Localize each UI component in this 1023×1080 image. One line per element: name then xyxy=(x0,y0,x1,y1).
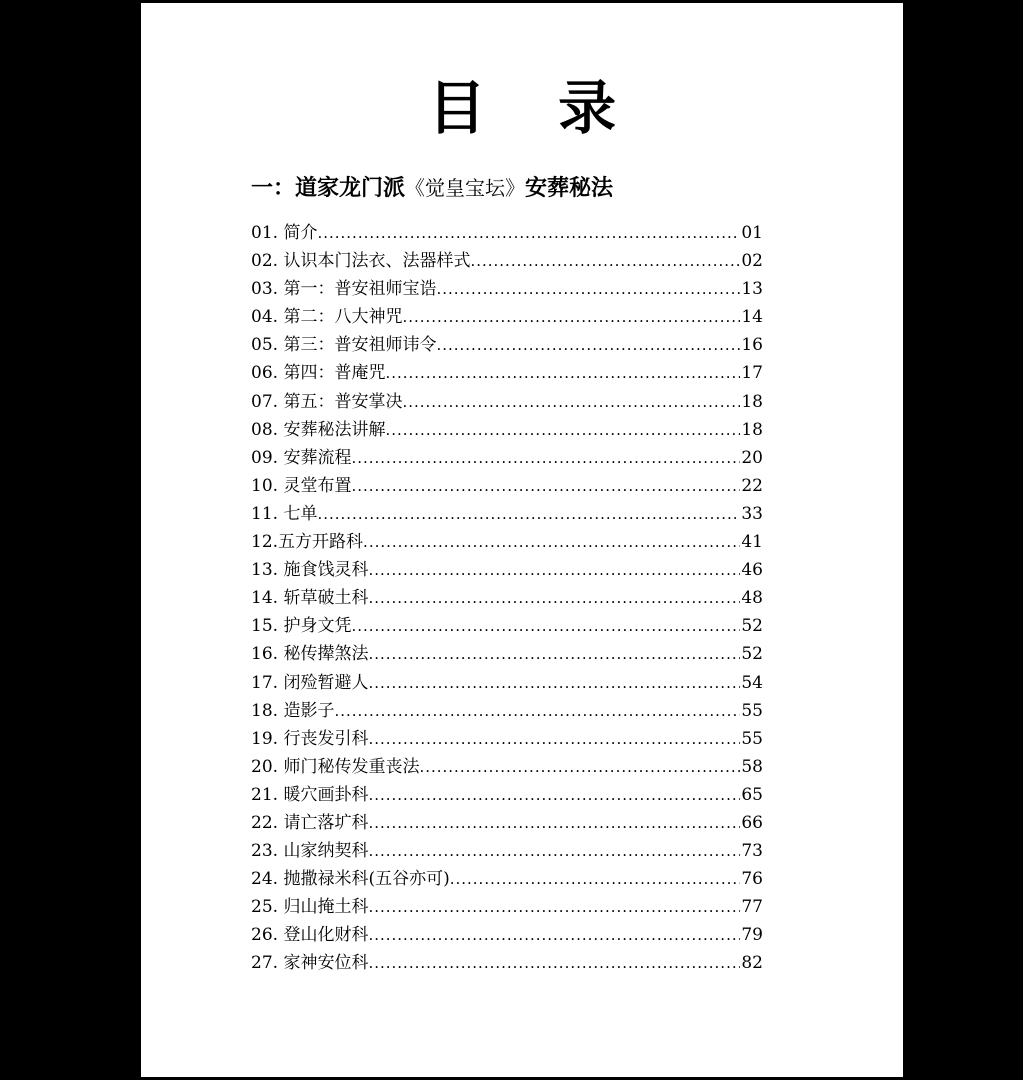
toc-entry-label: 06. 第四：普庵咒 xyxy=(251,363,386,384)
toc-dot-leader xyxy=(368,640,740,668)
toc-entry xyxy=(251,949,763,977)
toc-entry-label: 23. 山家纳契科 xyxy=(251,841,369,862)
toc-entry-page-number: 22 xyxy=(741,475,763,496)
toc-entry-page-number: 52 xyxy=(741,616,763,637)
toc-entry-page-number: 16 xyxy=(741,335,763,356)
toc-entry-label: 27. 家神安位科 xyxy=(251,953,369,974)
toc-entry xyxy=(251,331,763,359)
toc-entry-label: 24. 抛撒禄米科(五谷亦可) xyxy=(251,869,450,890)
toc-entry xyxy=(251,893,763,921)
toc-dot-leader xyxy=(368,893,740,921)
toc-entry xyxy=(251,472,763,500)
table-of-contents xyxy=(251,219,763,978)
toc-entry xyxy=(251,837,763,865)
toc-entry-label: 13. 施食饯灵科 xyxy=(251,560,369,581)
toc-entry xyxy=(251,275,763,303)
toc-entry-label: 09. 安葬流程 xyxy=(251,447,352,468)
toc-entry xyxy=(251,247,763,275)
toc-dot-leader xyxy=(368,949,740,977)
document-page xyxy=(141,3,903,1077)
toc-entry xyxy=(251,865,763,893)
toc-entry-label: 03. 第一：普安祖师宝诰 xyxy=(251,279,437,300)
toc-entry-page-number: 52 xyxy=(741,644,763,665)
section-heading-prefix: 一：道家龙门派 xyxy=(251,175,406,201)
toc-entry xyxy=(251,416,763,444)
toc-dot-leader xyxy=(402,303,740,331)
toc-entry xyxy=(251,359,763,387)
toc-dot-leader xyxy=(351,444,740,472)
toc-entry-label: 20. 师门秘传发重丧法 xyxy=(251,756,420,777)
toc-entry-label: 18. 造影子 xyxy=(251,700,335,721)
toc-entry xyxy=(251,584,763,612)
toc-entry-label: 07. 第五：普安掌决 xyxy=(251,391,403,412)
toc-entry-label: 16. 秘传撵煞法 xyxy=(251,644,369,665)
toc-entry-label: 04. 第二：八大神咒 xyxy=(251,307,403,328)
toc-entry-page-number: 48 xyxy=(741,588,763,609)
toc-entry-label: 21. 暖穴画卦科 xyxy=(251,784,369,805)
toc-entry xyxy=(251,388,763,416)
section-heading xyxy=(251,171,613,205)
toc-dot-leader xyxy=(402,388,740,416)
toc-entry xyxy=(251,556,763,584)
toc-entry-page-number: 55 xyxy=(741,728,763,749)
toc-entry xyxy=(251,500,763,528)
toc-entry xyxy=(251,612,763,640)
toc-entry xyxy=(251,303,763,331)
toc-dot-leader xyxy=(385,416,740,444)
toc-entry-label: 05. 第三：普安祖师讳令 xyxy=(251,335,437,356)
toc-entry xyxy=(251,753,763,781)
toc-entry-label: 12.五方开路科 xyxy=(251,532,364,553)
toc-entry-label: 19. 行丧发引科 xyxy=(251,728,369,749)
toc-entry-page-number: 58 xyxy=(741,756,763,777)
section-heading-suffix: 安葬秘法 xyxy=(525,175,614,201)
toc-entry-page-number: 65 xyxy=(741,784,763,805)
toc-entry-label: 17. 闭殓暂避人 xyxy=(251,672,369,693)
toc-dot-leader xyxy=(470,247,740,275)
toc-entry xyxy=(251,921,763,949)
toc-dot-leader xyxy=(385,359,740,387)
toc-dot-leader xyxy=(317,500,740,528)
toc-entry-page-number: 82 xyxy=(741,953,763,974)
toc-dot-leader xyxy=(351,612,740,640)
toc-entry-label: 14. 斩草破土科 xyxy=(251,588,369,609)
toc-entry xyxy=(251,669,763,697)
toc-entry xyxy=(251,219,763,247)
toc-dot-leader xyxy=(334,697,740,725)
toc-entry xyxy=(251,640,763,668)
toc-entry-label: 15. 护身文凭 xyxy=(251,616,352,637)
toc-dot-leader xyxy=(368,921,740,949)
toc-entry-page-number: 66 xyxy=(741,812,763,833)
toc-dot-leader xyxy=(351,472,740,500)
section-heading-book: 《觉皇宝坛》 xyxy=(405,176,526,200)
toc-entry-page-number: 14 xyxy=(741,307,763,328)
toc-entry-page-number: 13 xyxy=(741,279,763,300)
toc-entry-label: 25. 归山掩土科 xyxy=(251,897,369,918)
toc-dot-leader xyxy=(368,669,740,697)
toc-entry-page-number: 41 xyxy=(741,532,763,553)
page-title: 目 录 xyxy=(427,74,643,142)
toc-entry-label: 02. 认识本门法衣、法器样式 xyxy=(251,251,471,272)
toc-entry-page-number: 54 xyxy=(741,672,763,693)
toc-dot-leader xyxy=(363,528,740,556)
toc-entry-label: 01. 简介 xyxy=(251,223,318,243)
toc-dot-leader xyxy=(450,865,741,893)
toc-entry-label: 10. 灵堂布置 xyxy=(251,475,352,496)
toc-dot-leader xyxy=(368,781,740,809)
toc-entry-page-number: 55 xyxy=(741,700,763,721)
toc-entry xyxy=(251,781,763,809)
toc-dot-leader xyxy=(368,809,740,837)
toc-dot-leader xyxy=(436,275,740,303)
toc-dot-leader xyxy=(368,725,740,753)
toc-entry xyxy=(251,697,763,725)
toc-dot-leader xyxy=(368,584,740,612)
toc-entry-page-number: 20 xyxy=(741,447,763,468)
toc-dot-leader xyxy=(436,331,740,359)
toc-entry xyxy=(251,528,763,556)
toc-entry-page-number: 77 xyxy=(741,897,763,918)
toc-entry-page-number: 17 xyxy=(741,363,763,384)
toc-dot-leader xyxy=(317,219,740,247)
toc-entry-label: 22. 请亡落圹科 xyxy=(251,812,369,833)
toc-entry-page-number: 18 xyxy=(741,419,763,440)
toc-entry-page-number: 73 xyxy=(741,841,763,862)
toc-entry-page-number: 79 xyxy=(741,925,763,946)
toc-entry-label: 26. 登山化财科 xyxy=(251,925,369,946)
toc-entry-page-number: 18 xyxy=(741,391,763,412)
toc-entry-page-number: 46 xyxy=(741,560,763,581)
toc-dot-leader xyxy=(419,753,740,781)
toc-entry-label: 08. 安葬秘法讲解 xyxy=(251,419,386,440)
toc-entry-page-number: 33 xyxy=(741,503,763,524)
toc-dot-leader xyxy=(368,556,740,584)
toc-entry xyxy=(251,444,763,472)
toc-entry-page-number: 02 xyxy=(741,251,763,272)
toc-entry xyxy=(251,725,763,753)
toc-entry-page-number: 76 xyxy=(741,869,763,890)
toc-entry-label: 11. 七单 xyxy=(251,503,318,524)
toc-entry-page-number: 01 xyxy=(741,223,763,243)
toc-dot-leader xyxy=(368,837,740,865)
toc-entry xyxy=(251,809,763,837)
